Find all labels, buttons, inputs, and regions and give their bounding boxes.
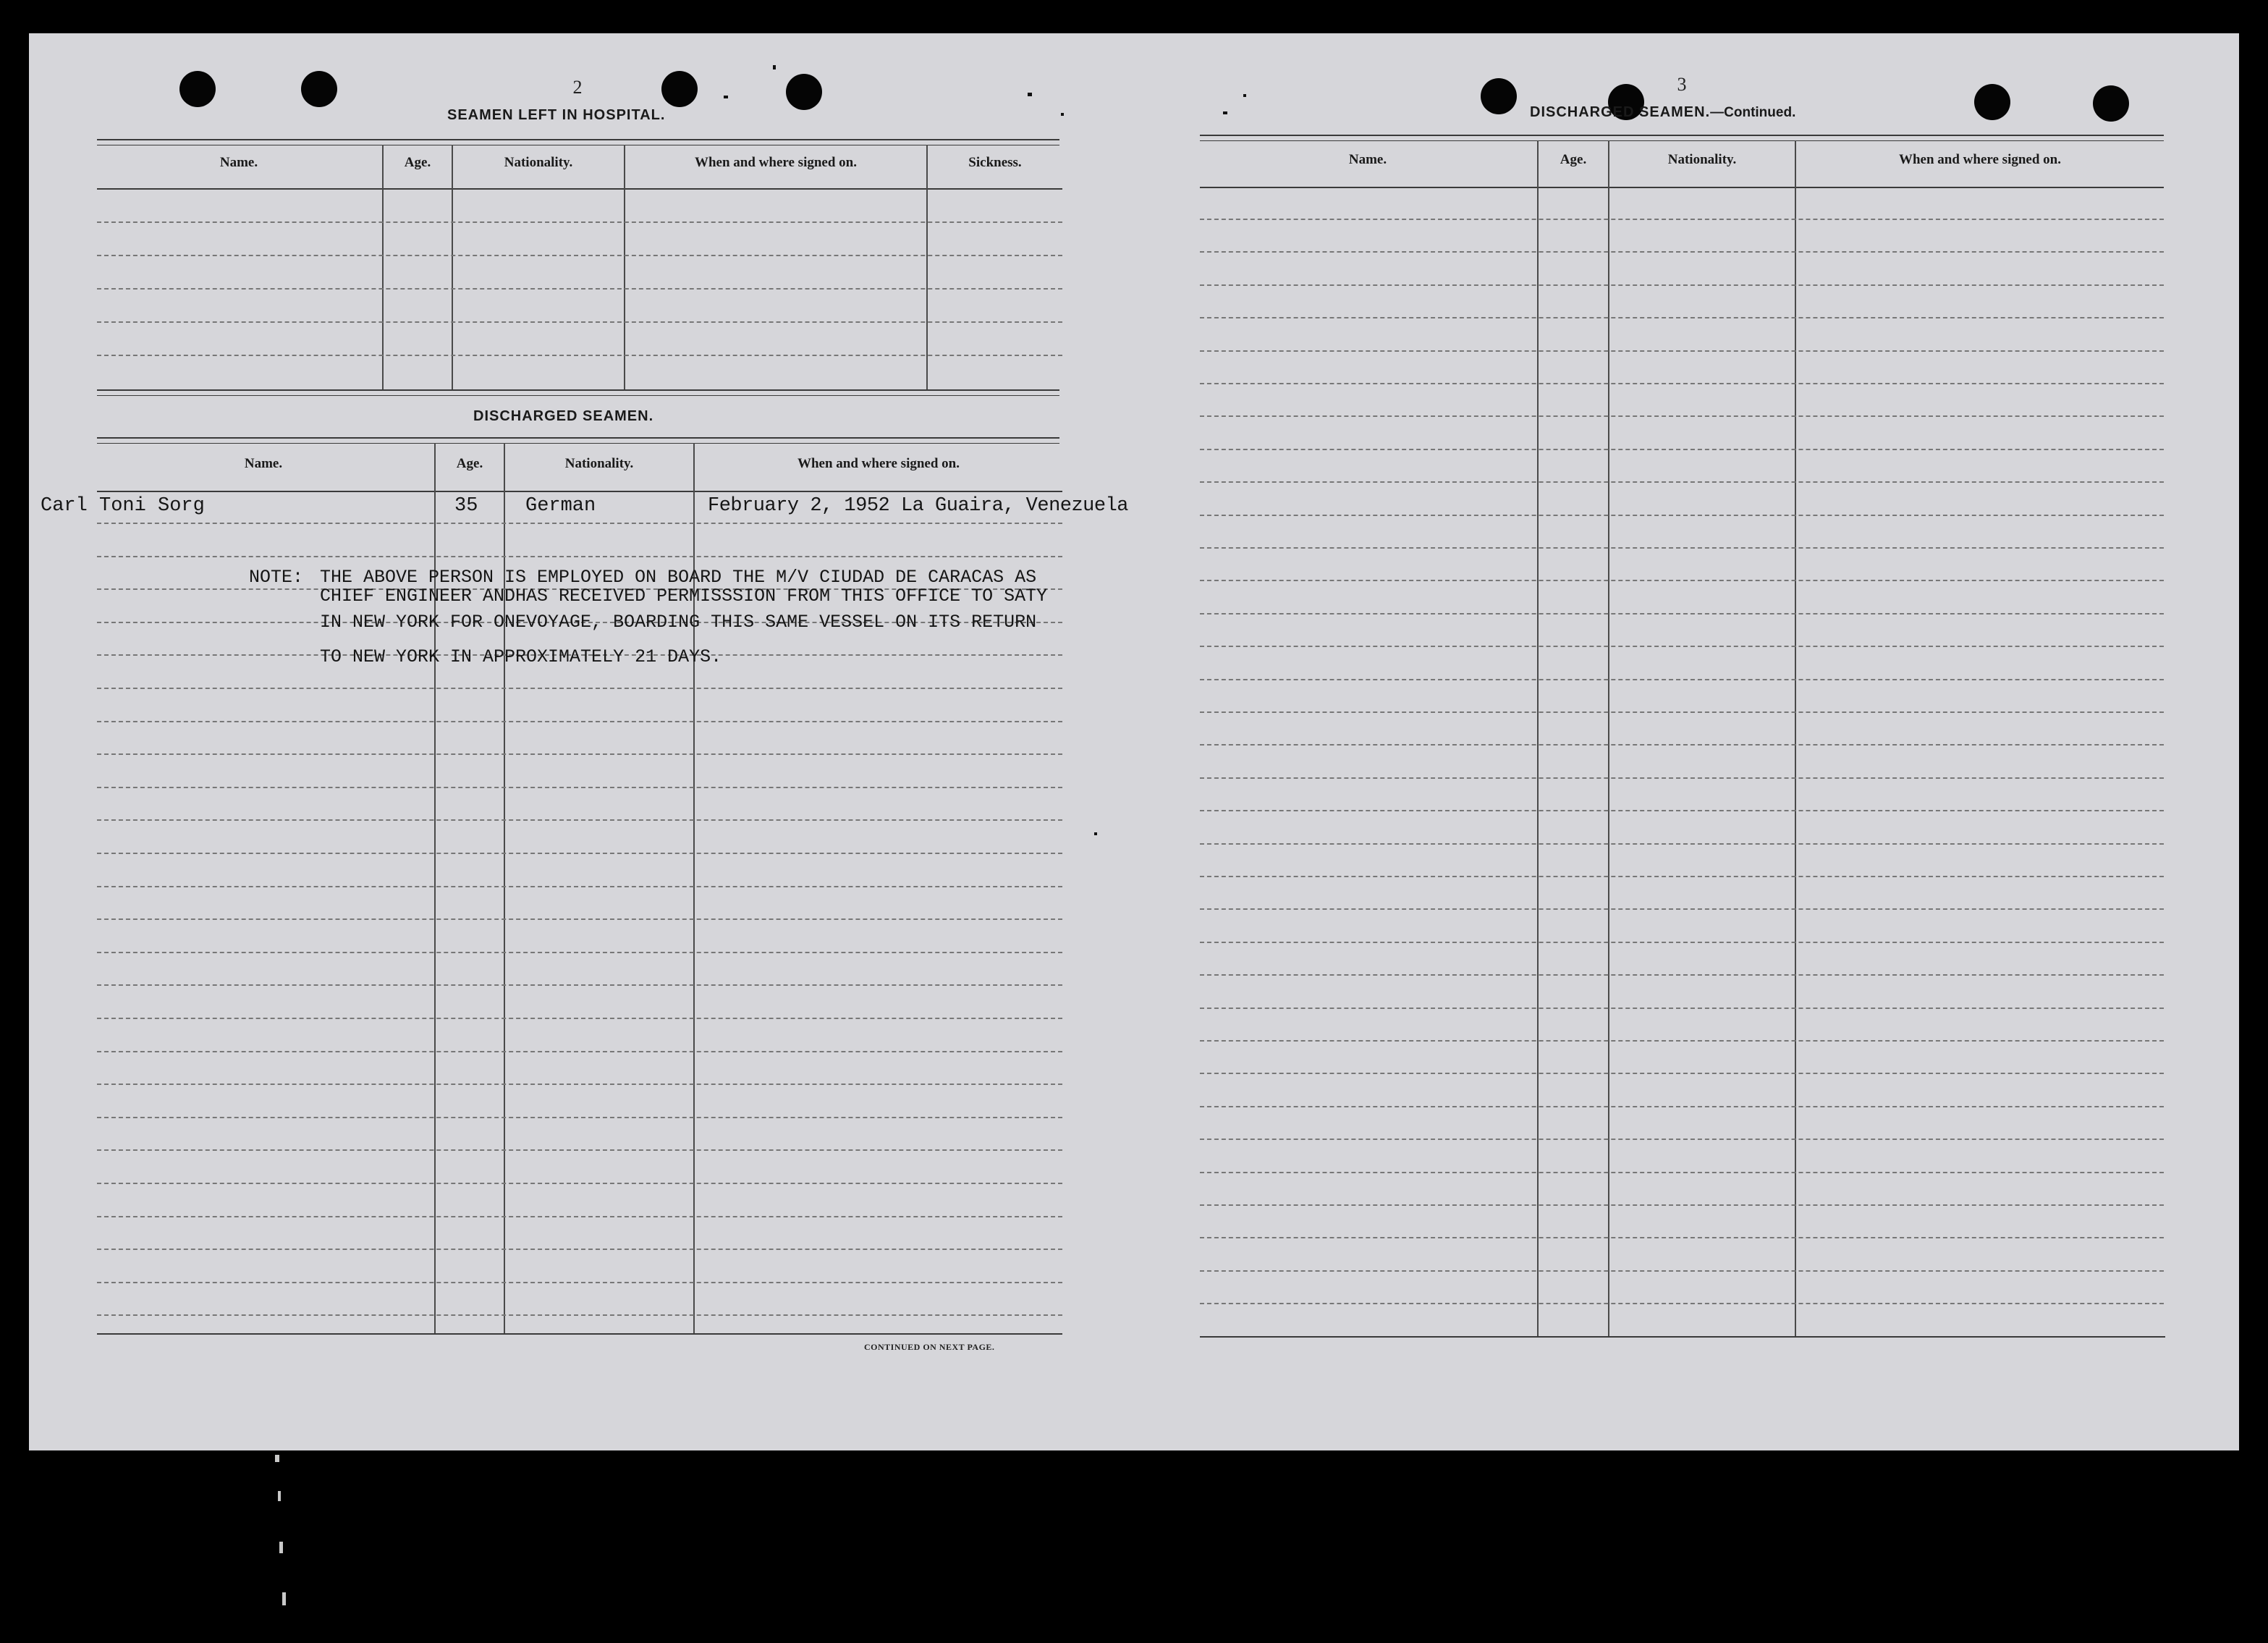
ruled-line [97,1084,1062,1085]
ruled-line [97,255,1062,256]
right-col-divider [1537,140,1539,1336]
ruled-line [1200,942,2164,943]
continued-footer: CONTINUED ON NEXT PAGE. [864,1342,995,1352]
ruled-line [97,1216,1062,1217]
scan-speck [1243,94,1246,97]
ruled-line [1200,547,2164,549]
ruled-line [97,221,1062,223]
hospital-col-sickness: Sickness. [968,155,1022,170]
discharged-col-nationality: Nationality. [564,456,634,471]
discharged-col-age: Age. [456,456,483,471]
seaman-name: Carl Toni Sorg [41,495,205,517]
discharged-section-title: DISCHARGED SEAMEN. [473,408,654,424]
hospital-header-rule [97,188,1062,190]
scan-speck [1223,111,1227,114]
scan-speck [279,1542,283,1553]
ruled-line [1200,1139,2164,1140]
discharged-table-bottom-rule [97,1333,1062,1335]
ruled-line [97,819,1062,821]
ruled-line [1200,449,2164,450]
hospital-table-bottom-rule [97,389,1059,391]
right-col-nationality: Nationality. [1667,152,1737,167]
ruled-line [97,1149,1062,1151]
ruled-line [1200,679,2164,680]
ruled-line [97,1249,1062,1250]
ruled-line [1200,1106,2164,1107]
ruled-line [1200,646,2164,647]
ruled-line [97,1314,1062,1316]
ruled-line [1200,1008,2164,1009]
seaman-signed-on: February 2, 1952 La Guaira, Venezuela [708,495,1128,517]
right-col-age: Age. [1560,152,1587,167]
right-col-divider [1608,140,1609,1336]
hospital-col-divider [926,145,928,389]
hospital-col-nationality: Nationality. [504,155,573,170]
scan-speck [275,1455,279,1462]
ruled-line [97,886,1062,887]
ruled-line [1200,415,2164,417]
hospital-table-bottom-rule [97,395,1059,396]
ruled-line [97,1282,1062,1283]
ruled-line [1200,219,2164,220]
ruled-line [1200,383,2164,384]
ruled-line [1200,580,2164,581]
scan-speck [1094,832,1097,835]
ruled-line [1200,1270,2164,1272]
right-col-divider [1795,140,1796,1336]
ruled-line [97,523,1062,524]
ruled-line [97,355,1062,356]
ruled-line [1200,974,2164,976]
ruled-line [1200,613,2164,614]
ruled-line [1200,251,2164,253]
right-col-signed-on: When and where signed on. [1898,152,2061,167]
note-line: CHIEF ENGINEER ANDHAS RECEIVED PERMISSSION FROM THIS OFFICE TO SATY [320,586,1048,607]
ruled-line [97,984,1062,986]
hospital-col-signed-on: When and where signed on. [694,155,857,170]
punch-hole [1481,78,1517,114]
ruled-line [97,853,1062,854]
ruled-line [97,952,1062,953]
hospital-table-top-rule [97,139,1059,140]
ruled-line [1200,481,2164,483]
ruled-line [97,556,1062,557]
ruled-line [1200,711,2164,713]
ruled-line [97,787,1062,788]
page-number-left: 2 [572,77,583,98]
ruled-line [1200,515,2164,516]
ruled-line [97,1183,1062,1184]
ruled-line [1200,843,2164,845]
ruled-line [1200,777,2164,779]
ruled-line [1200,744,2164,746]
scan-speck [1061,113,1064,116]
ruled-line [1200,1073,2164,1074]
punch-hole [661,71,698,107]
punch-hole [179,71,216,107]
ruled-line [97,918,1062,920]
discharged-col-signed-on: When and where signed on. [797,456,960,471]
right-section-title [1530,104,1795,121]
ruled-line [1200,350,2164,352]
ruled-line [1200,1204,2164,1206]
right-col-name: Name. [1348,152,1387,167]
ruled-line [1200,284,2164,286]
ruled-line [1200,810,2164,811]
discharged-table-top-rule [97,443,1059,444]
ruled-line [1200,1303,2164,1304]
punch-hole [786,74,822,110]
right-section-title-text: DISCHARGED SEAMEN. [1530,104,1711,120]
hospital-col-divider [452,145,453,389]
ruled-line [97,1051,1062,1052]
right-header-rule [1200,187,2164,188]
ruled-line [1200,1172,2164,1173]
hospital-section-title: SEAMEN LEFT IN HOSPITAL. [447,107,666,123]
ruled-line [97,753,1062,755]
hospital-col-divider [382,145,384,389]
ruled-line [1200,908,2164,910]
ruled-line [1200,876,2164,877]
discharged-table-top-rule [97,437,1059,439]
scan-speck [282,1592,286,1605]
seaman-nationality: German [525,495,596,517]
seaman-age: 35 [454,495,478,517]
right-table-top-rule [1200,135,2164,136]
hospital-col-divider [624,145,625,389]
punch-hole [1974,84,2010,120]
ruled-line [97,288,1062,290]
ruled-line [97,1018,1062,1019]
note-line: TO NEW YORK IN APPROXIMATELY 21 DAYS. [320,646,722,667]
note-label: NOTE: [249,567,304,588]
scan-speck [724,96,728,98]
page-number-right: 3 [1677,74,1687,95]
ruled-line [97,688,1062,689]
note-line: IN NEW YORK FOR ONEVOYAGE, BOARDING THIS SAME VESSEL ON ITS RETURN [320,612,1037,633]
right-section-title-suffix: —Continued. [1710,105,1796,120]
scan-speck [278,1491,281,1501]
punch-hole [2093,85,2129,122]
discharged-col-name: Name. [244,456,283,471]
note-line: THE ABOVE PERSON IS EMPLOYED ON BOARD THE M/V CIUDAD DE CARACAS AS [320,567,1037,588]
scan-speck [1028,93,1032,96]
ruled-line [97,321,1062,323]
ruled-line [97,1117,1062,1118]
ruled-line [97,721,1062,722]
right-table-bottom-rule [1200,1336,2165,1338]
scan-speck [773,65,776,69]
right-table-top-rule [1200,140,2164,141]
punch-hole [301,71,337,107]
ruled-line [1200,317,2164,318]
ruled-line [1200,1040,2164,1042]
ruled-line [1200,1237,2164,1238]
hospital-col-name: Name. [219,155,258,170]
discharged-header-rule [97,491,1062,492]
hospital-col-age: Age. [404,155,431,170]
